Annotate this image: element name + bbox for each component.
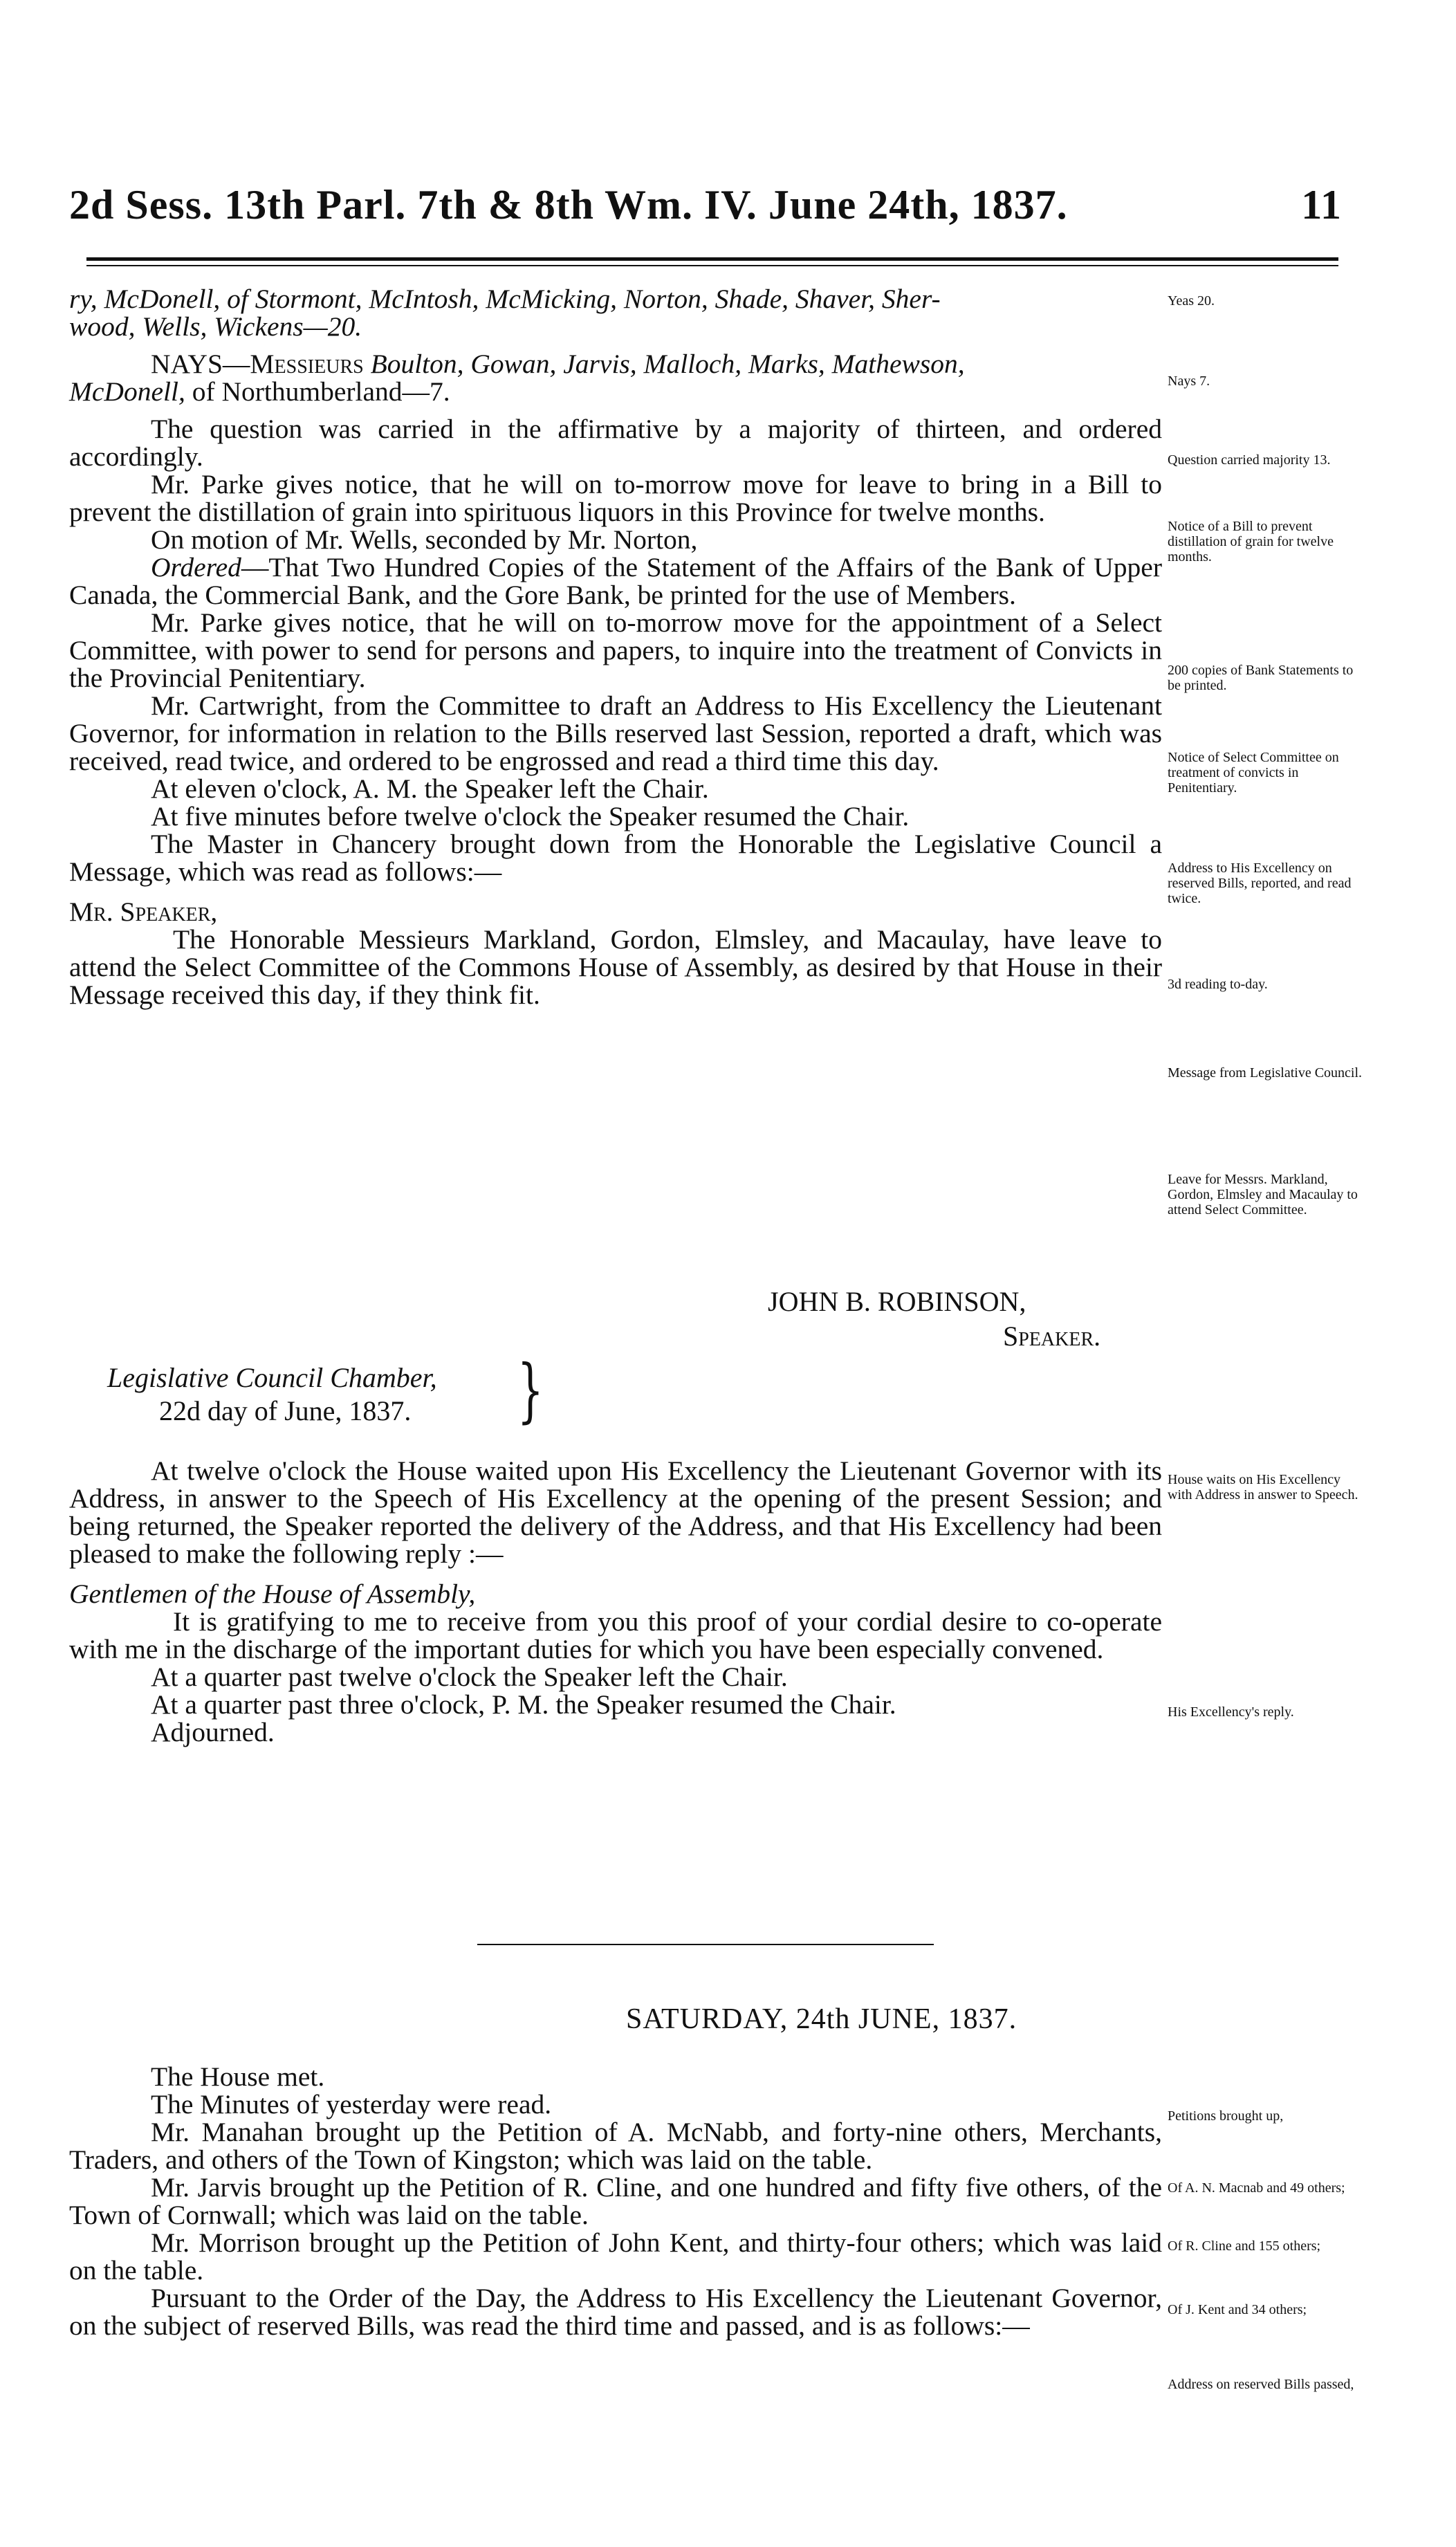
running-header <box>69 181 1342 229</box>
reply-paragraph: It is gratifying to me to receive from you this proof of your cordial desire to co-operate with me in the discharge of the important duties for which you have been especially convened. <box>69 1606 1162 1664</box>
yeas-line-1: ry, McDonell, of Stormont, McIntosh, McMicking, Norton, Shade, Shaver, Sher- <box>69 284 941 314</box>
message-signer-title: Speaker. <box>1003 1321 1101 1352</box>
master-paragraph: The Master in Chancery brought down from the Honorable the Legislative Council a Message, which was read as follows:— <box>69 829 1162 887</box>
running-title: 2d Sess. 13th Parl. 7th & 8th Wm. IV. June 24th, 1837. <box>69 182 1068 228</box>
margin-note-house-waits: House waits on His Excellency with Address in answer to Speech. <box>1168 1472 1358 1502</box>
section-divider <box>477 1944 934 1945</box>
nays-line-2-rest: of Northumberland—7. <box>185 376 450 407</box>
message-signer: JOHN B. ROBINSON, <box>768 1286 1026 1317</box>
nays-paragraph <box>69 350 1162 405</box>
margin-note-nays: Nays 7. <box>1168 374 1210 389</box>
parke-committee-paragraph: Mr. Parke gives notice, that he will on to-morrow move for the appointment of a Select Committee, with power to send for persons and papers, to inquire into the treatment of Convicts in the Provincial Penitentiary. <box>69 607 1162 693</box>
margin-note-address: Address to His Excellency on reserved Bills, reported, and read twice. <box>1168 861 1352 906</box>
house-met-paragraph: The House met. <box>151 2061 325 2092</box>
margin-note-notice-select: Notice of Select Committee on treatment of convicts in Penitentiary. <box>1168 750 1339 796</box>
yeas-line-2: wood, Wells, Wickens—20. <box>69 311 362 342</box>
ordered-rest: —That Two Hundred Copies of the Statement of the Affairs of the Bank of Upper Canada, the Commercial Bank, and the Gore Bank, be printed for the use of Members. <box>69 552 1162 610</box>
nays-lead: NAYS— <box>151 349 250 379</box>
nays-names: Boulton, Gowan, Jarvis, Malloch, Marks, Mathewson, <box>363 349 965 379</box>
margin-note-third-reading: 3d reading to-day. <box>1168 977 1268 992</box>
margin-note-reply: His Excellency's reply. <box>1168 1704 1294 1720</box>
message-date: 22d day of June, 1837. <box>159 1395 412 1426</box>
page-number: 11 <box>1301 182 1342 228</box>
nays-line-2: McDonell, <box>69 376 185 407</box>
margin-note-question: Question carried majority 13. <box>1168 452 1331 468</box>
five-before-paragraph: At five minutes before twelve o'clock the Speaker resumed the Chair. <box>151 801 910 831</box>
date-brace: } <box>517 1350 544 1431</box>
saturday-heading: SATURDAY, 24th JUNE, 1837. <box>626 2003 1017 2035</box>
margin-note-mcnabb: Of A. N. Macnab and 49 others; <box>1168 2180 1345 2196</box>
message-salutation: Mr. Speaker, <box>69 896 218 927</box>
margin-note-cline: Of R. Cline and 155 others; <box>1168 2238 1321 2254</box>
pursuant-paragraph: Pursuant to the Order of the Day, the Address to His Excellency the Lieutenant Governor, on the subject of reserved Bills, was read the third time and passed, and is as follows:— <box>69 2283 1162 2341</box>
proceedings-block-3 <box>69 2063 1162 2339</box>
nays-messieurs: Messieurs <box>250 349 364 379</box>
margin-note-message: Message from Legislative Council. <box>1168 1065 1363 1081</box>
margin-note-petitions: Petitions brought up, <box>1168 2108 1284 2124</box>
margin-note-copies: 200 copies of Bank Statements to be printed. <box>1168 663 1354 693</box>
header-rule-thin <box>86 265 1338 266</box>
parke-bill-paragraph: Mr. Parke gives notice, that he will on to-morrow move for leave to bring in a Bill to prevent the distillation of grain into spirituous liquors in this Province for twelve months. <box>69 469 1162 527</box>
question-paragraph: The question was carried in the affirmative by a majority of thirteen, and ordered accordingly. <box>69 414 1162 472</box>
message-place: Legislative Council Chamber, <box>107 1362 437 1393</box>
gentlemen-salutation: Gentlemen of the House of Assembly, <box>69 1579 476 1609</box>
manahan-paragraph: Mr. Manahan brought up the Petition of A. McNabb, and forty-nine others, Merchants, Traders, and others of the Town of Kingston; which was laid on the table. <box>69 2117 1162 2175</box>
twelve-paragraph: At twelve o'clock the House waited upon His Excellency the Lieutenant Governor with its Address, in answer to the Speech of His Excellency at the opening of the present Session; and being returned, the Speaker reported the delivery of the Address, and that His Excellency had been pleased to make the following reply :— <box>69 1455 1162 1569</box>
message-body: The Honorable Messieurs Markland, Gordon, Elmsley, and Macaulay, have leave to attend the Select Committee of the Commons House of Assembly, as desired by that House in their Message received this day, if they think fit. <box>69 924 1162 1010</box>
margin-note-leave: Leave for Messrs. Markland, Gordon, Elmsley and Macaulay to attend Select Committee. <box>1168 1172 1358 1217</box>
ordered-paragraph <box>69 553 1162 609</box>
morrison-paragraph: Mr. Morrison brought up the Petition of John Kent, and thirty-four others; which was laid on the table. <box>69 2227 1162 2286</box>
proceedings-block-1 <box>69 285 1162 1009</box>
margin-note-yeas: Yeas 20. <box>1168 293 1215 309</box>
header-rule-thick <box>86 257 1338 261</box>
quarter-three-paragraph: At a quarter past three o'clock, P. M. the Speaker resumed the Chair. <box>151 1689 896 1720</box>
wells-motion-paragraph: On motion of Mr. Wells, seconded by Mr. Norton, <box>151 524 698 555</box>
margin-note-notice-bill: Notice of a Bill to prevent distillation of grain for twelve months. <box>1168 519 1334 564</box>
quarter-twelve-paragraph: At a quarter past twelve o'clock the Speaker left the Chair. <box>151 1662 788 1692</box>
ordered-lead: Ordered <box>151 552 241 582</box>
proceedings-block-2 <box>69 1457 1162 1746</box>
jarvis-paragraph: Mr. Jarvis brought up the Petition of R. Cline, and one hundred and fifty five others, of the Town of Cornwall; which was laid on the table. <box>69 2172 1162 2230</box>
margin-note-address-passed: Address on reserved Bills passed, <box>1168 2377 1354 2392</box>
eleven-paragraph: At eleven o'clock, A. M. the Speaker left the Chair. <box>151 773 709 804</box>
adjourned-paragraph: Adjourned. <box>151 1717 275 1747</box>
cartwright-paragraph: Mr. Cartwright, from the Committee to draft an Address to His Excellency the Lieutenant Governor, for information in relation to the Bills reserved last Session, reported a draft, which was received, read twice, and ordered to be engrossed and read a third time this day. <box>69 690 1162 776</box>
minutes-paragraph: The Minutes of yesterday were read. <box>151 2089 552 2120</box>
margin-note-kent: Of J. Kent and 34 others; <box>1168 2302 1307 2317</box>
